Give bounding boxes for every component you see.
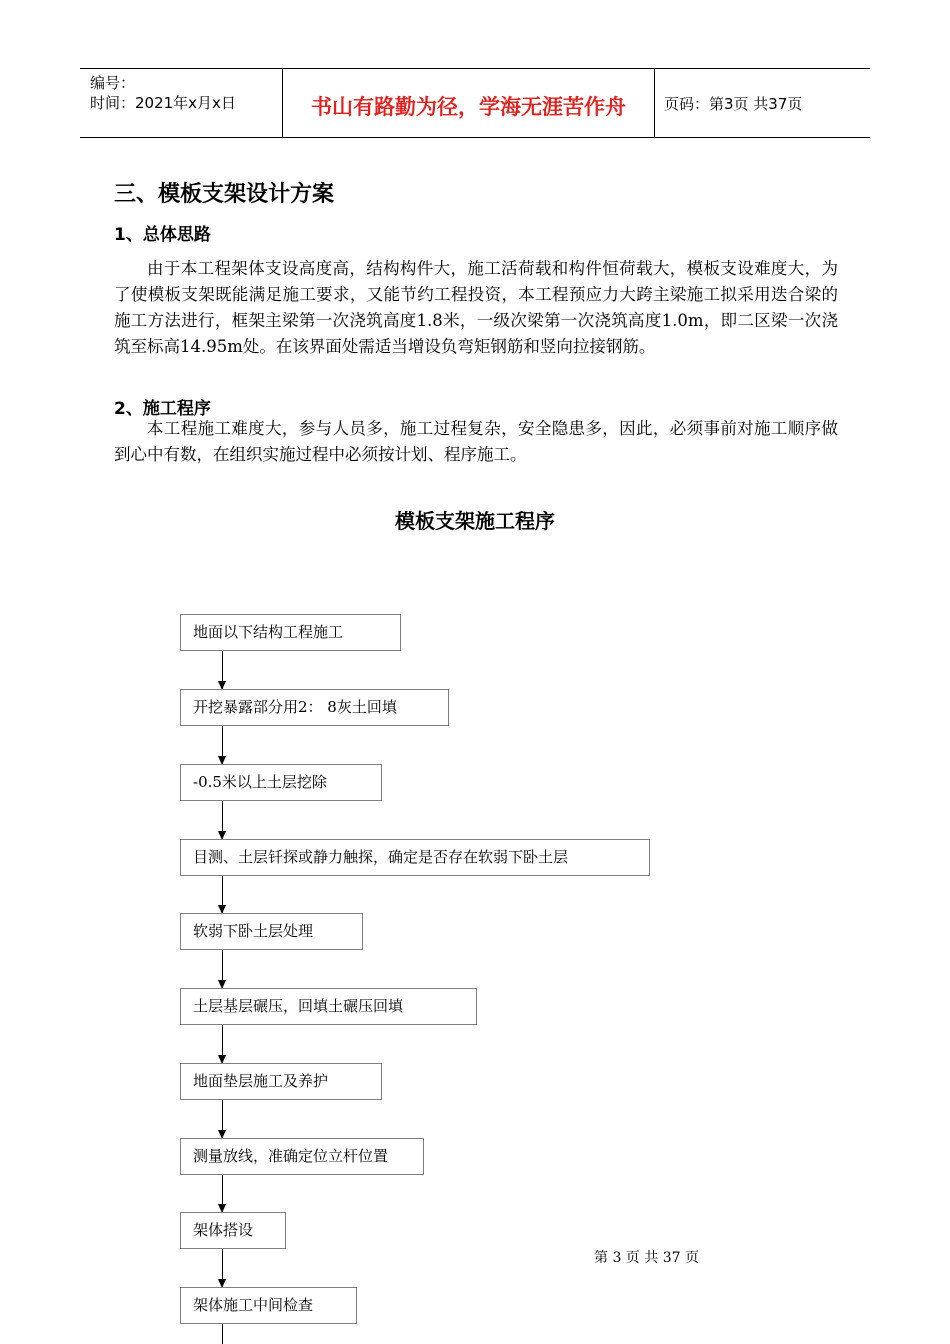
flow-arrow [222,651,223,689]
header-time-label: 时间：2021年x月x日 [90,94,236,112]
flow-step: 地面以下结构工程施工 [180,614,401,651]
flow-step: 目测、土层钎探或静力触探，确定是否存在软弱下卧土层 [180,839,650,876]
flow-arrow [222,1175,223,1212]
flow-arrow [222,1100,223,1138]
flow-step: 开挖暴露部分用2： 8灰土回填 [180,689,449,726]
flow-arrow [222,1025,223,1063]
flow-arrow [222,1249,223,1287]
flow-step: 测量放线，准确定位立杆位置 [180,1138,424,1175]
subsection-title-approach: 1、总体思路 [114,225,211,245]
flow-step: -0.5米以上土层挖除 [180,764,382,801]
flow-arrow [222,726,223,764]
flow-step: 架体施工中间检查 [180,1287,357,1324]
flowchart-title: 模板支架施工程序 [395,509,555,533]
flow-step: 架体搭设 [180,1212,286,1249]
flow-arrow [222,801,223,839]
page-header [80,68,870,138]
header-motto: 书山有路勤为径，学海无涯苦作舟 [311,95,626,119]
page-footer: 第 3 页 共 37 页 [594,1250,699,1266]
header-number-label: 编号： [90,74,136,92]
flow-connector [222,1324,223,1344]
header-divider [654,69,655,137]
flow-step: 土层基层碾压，回填土碾压回填 [180,988,477,1025]
section-title: 三、模板支架设计方案 [114,182,335,207]
subsection-title-procedure: 2、施工程序 [114,399,211,419]
flow-arrow [222,876,223,913]
flow-arrow [222,950,223,988]
paragraph-approach: 由于本工程架体支设高度高，结构构件大，施工活荷载和构件恒荷载大，模板支设难度大，为了使模板支架既能满足施工要求，又能节约工程投资，本工程预应力大跨主梁施工拟采用迭合梁的施工方法进行，框架主梁第一次浇筑高度1.8米，一级次梁第一次浇筑高度1.0m，即二区梁一次浇筑至标高14.95m处。在该界面处需适当增设负弯矩钢筋和竖向拉接钢筋。 [114,259,838,356]
paragraph-procedure: 本工程施工难度大，参与人员多，施工过程复杂，安全隐患多，因此，必须事前对施工顺序做到心中有数，在组织实施过程中必须按计划、程序施工。 [114,419,838,464]
header-meta [90,73,236,113]
flow-step: 软弱下卧土层处理 [180,913,363,950]
flow-step: 地面垫层施工及养护 [180,1063,382,1100]
header-page-label: 页码：第3页 共37页 [664,95,803,113]
